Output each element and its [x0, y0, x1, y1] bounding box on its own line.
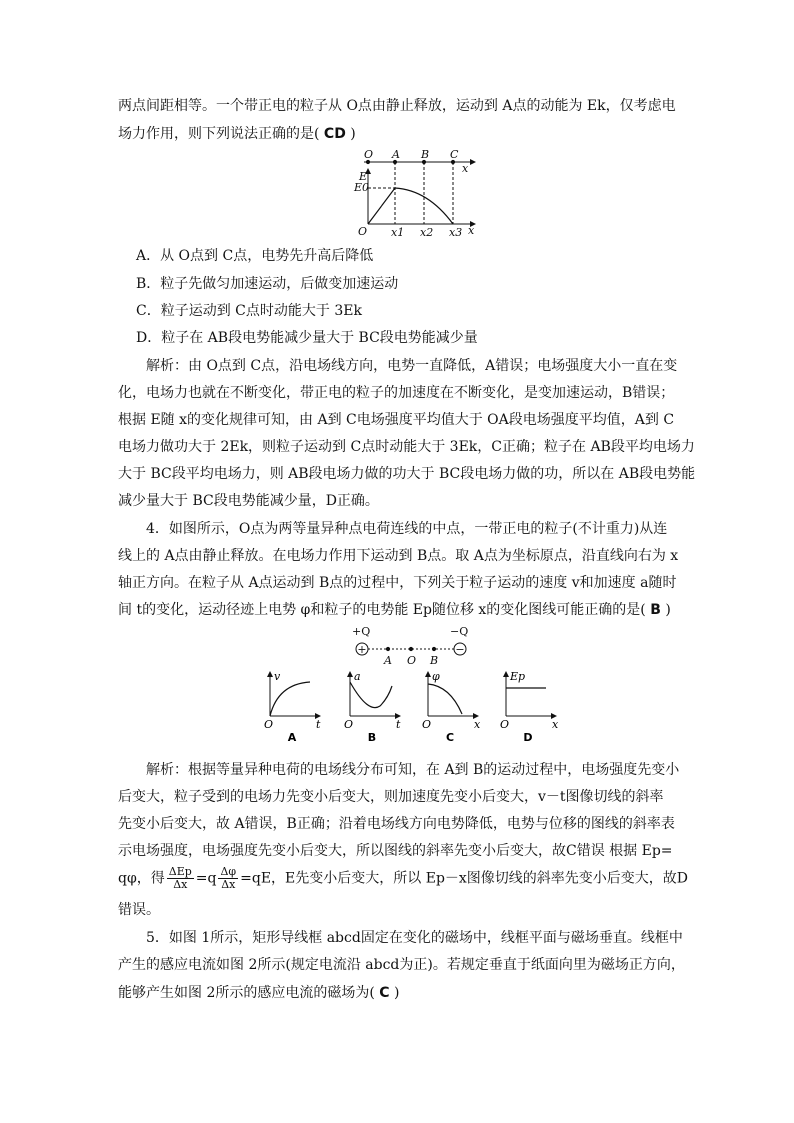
q3-fig-label-x1: x1	[391, 226, 405, 239]
graph-d-ylabel: Ep	[510, 670, 526, 683]
formula-post: =qE，E先变小后变大，所以 Ep－x图像切线的斜率先变小后变大，故D	[240, 870, 689, 887]
q3-stem-line2	[118, 124, 678, 144]
graph-c-origin: O	[422, 718, 432, 731]
graph-b-ylabel: a	[354, 670, 361, 683]
q4-stem-line4	[118, 600, 678, 620]
q4-analysis-line1: 解析：根据等量异种电荷的电场线分布可知，在 A到 B的运动过程中，电场强度先变小	[146, 762, 680, 778]
graph-c-caption: C	[445, 731, 455, 744]
formula-fraction-1	[167, 866, 194, 891]
q3-fig-label-C: C	[450, 148, 459, 161]
formula-frac1-num: ΔEp	[168, 865, 192, 878]
q4-stem-line1: 4．如图所示，O点为两等量异种点电荷连线的中点，一带正电的粒子(不计重力)从连	[146, 521, 668, 537]
formula-frac2-num: Δφ	[220, 865, 237, 878]
formula-frac2-den: Δx	[221, 878, 236, 891]
q5-stem-line2: 产生的感应电流如图 2所示(规定电流沿 abcd为正)。若规定垂直于纸面向里为磁场正方向，	[118, 957, 685, 973]
formula-mid: =q	[195, 870, 217, 887]
q3-analysis-line1: 解析：由 O点到 C点，沿电场线方向，电势一直降低，A错误；电场强度大小一直在变	[146, 358, 678, 374]
q3-fig-label-x2: x2	[420, 226, 434, 239]
q4-answer: B	[650, 602, 661, 618]
q3-fig-label-E0: E0	[354, 181, 370, 194]
q3-option-c: C．粒子运动到 C点时动能大于 3Ek	[136, 303, 362, 319]
q4-label-minus-Q: −Q	[450, 625, 469, 638]
formula-pre: qφ，得	[118, 870, 165, 887]
formula-fraction-2	[218, 866, 238, 891]
q5-stem-line3	[118, 983, 678, 1003]
q4-label-B: B	[430, 654, 439, 667]
q3-fig-label-x3: x3	[449, 226, 463, 239]
q4-analysis-line3: 先变小后变大，故 A错误，B正确；沿着电场线方向电势降低，电势与位移的图线的斜率表	[118, 816, 675, 832]
q4-stem-line2: 线上的 A点由静止释放。在电场力作用下运动到 B点。取 A点为坐标原点，沿直线向右为 x	[118, 548, 679, 564]
graph-c	[422, 670, 481, 744]
graph-c-ylabel: φ	[432, 670, 440, 683]
q4-stem-close: )	[665, 602, 671, 618]
graph-c-xlabel: x	[474, 718, 481, 731]
q3-analysis-line5: 大于 BC段平均电场力，则 AB段电场力做的功大于 BC段电场力做的功，所以在 AB段电势能	[118, 466, 696, 482]
q3-fig-label-E: E	[359, 170, 368, 183]
q5-answer: C	[379, 985, 390, 1001]
q3-fig-label-x: x	[468, 224, 475, 237]
q3-fig-label-x-top: x	[462, 162, 469, 175]
minus-charge-sign: −	[455, 643, 465, 656]
q3-figure	[354, 148, 478, 239]
graph-d-caption: D	[523, 731, 533, 744]
graph-a-xlabel: t	[316, 718, 321, 731]
q4-label-plus-Q: +Q	[352, 625, 371, 638]
q4-stem-text: 间 t的变化，运动径迹上电势 φ和粒子的电势能 Ep随位移 x的变化图线可能正确的是(	[118, 602, 646, 618]
graph-b	[344, 670, 401, 744]
graph-b-origin: O	[344, 718, 354, 731]
q3-option-b: B．粒子先做匀加速运动，后做变加速运动	[136, 276, 399, 292]
q5-stem-text: 能够产生如图 2所示的感应电流的磁场为(	[118, 985, 375, 1001]
graph-b-xlabel: t	[396, 718, 401, 731]
q3-fig-label-A: A	[392, 148, 400, 161]
graph-d-xlabel: x	[552, 718, 559, 731]
q3-stem-close: )	[350, 126, 356, 142]
q3-answer: CD	[323, 126, 346, 142]
q3-analysis-line4: 电场力做功大于 2Ek，则粒子运动到 C点时动能大于 3Ek，C正确；粒子在 AB段平均电场力	[118, 439, 695, 455]
q4-analysis-formula	[118, 865, 689, 891]
q3-option-d: D．粒子在 AB段电势能减少量大于 BC段电势能减少量	[136, 330, 478, 346]
q3-analysis-line2: 化，电场力也就在不断变化，带正电的粒子的加速度在不断变化，是变加速运动，B错误；	[118, 385, 675, 401]
q4-analysis-end: 错误。	[118, 902, 160, 918]
plus-charge-sign: +	[357, 643, 367, 656]
q3-analysis-line6: 减少量大于 BC段电势能减少量，D正确。	[118, 493, 379, 509]
q3-option-a: A．从 O点到 C点，电势先升高后降低	[136, 248, 374, 264]
formula-frac1-den: Δx	[173, 878, 188, 891]
q3-stem-text: 场力作用，则下列说法正确的是(	[118, 126, 320, 142]
q5-stem-line1: 5．如图 1所示，矩形导线框 abcd固定在变化的磁场中，线框平面与磁场垂直。线框中	[146, 930, 683, 946]
q3-fig-label-O-top: O	[364, 148, 374, 161]
q4-charges-figure	[346, 624, 476, 666]
graph-a	[264, 670, 321, 744]
q4-analysis-line2: 后变大，粒子受到的电场力先变小后变大，则加速度先变小后变大，v－t图像切线的斜率	[118, 789, 664, 805]
graph-d	[500, 670, 559, 744]
q3-fig-label-O: O	[358, 225, 368, 238]
graph-a-caption: A	[287, 731, 297, 744]
graph-a-origin: O	[264, 718, 274, 731]
graph-a-ylabel: v	[274, 670, 281, 683]
q3-fig-label-B: B	[421, 148, 430, 161]
q4-label-O: O	[407, 654, 417, 667]
graph-b-caption: B	[367, 731, 377, 744]
q4-stem-line3: 轴正方向。在粒子从 A点运动到 B点的过程中，下列关于粒子运动的速度 v和加速度 a随时	[118, 575, 677, 591]
q4-label-A: A	[384, 654, 392, 667]
q3-analysis-line3: 根据 E随 x的变化规律可知，由 A到 C电场强度平均值大于 OA段电场强度平均值，A到 C	[118, 412, 675, 428]
graph-d-origin: O	[500, 718, 510, 731]
q5-stem-close: )	[394, 985, 400, 1001]
q4-analysis-line4: 示电场强度，电场强度先变小后变大，所以图线的斜率先变小后变大，故C错误 根据 Ep=	[118, 843, 673, 859]
q4-graphs	[258, 668, 568, 746]
q3-stem-line1: 两点间距相等。一个带正电的粒子从 O点由静止释放，运动到 A点的动能为 Ek，仅考虑电	[118, 98, 676, 114]
